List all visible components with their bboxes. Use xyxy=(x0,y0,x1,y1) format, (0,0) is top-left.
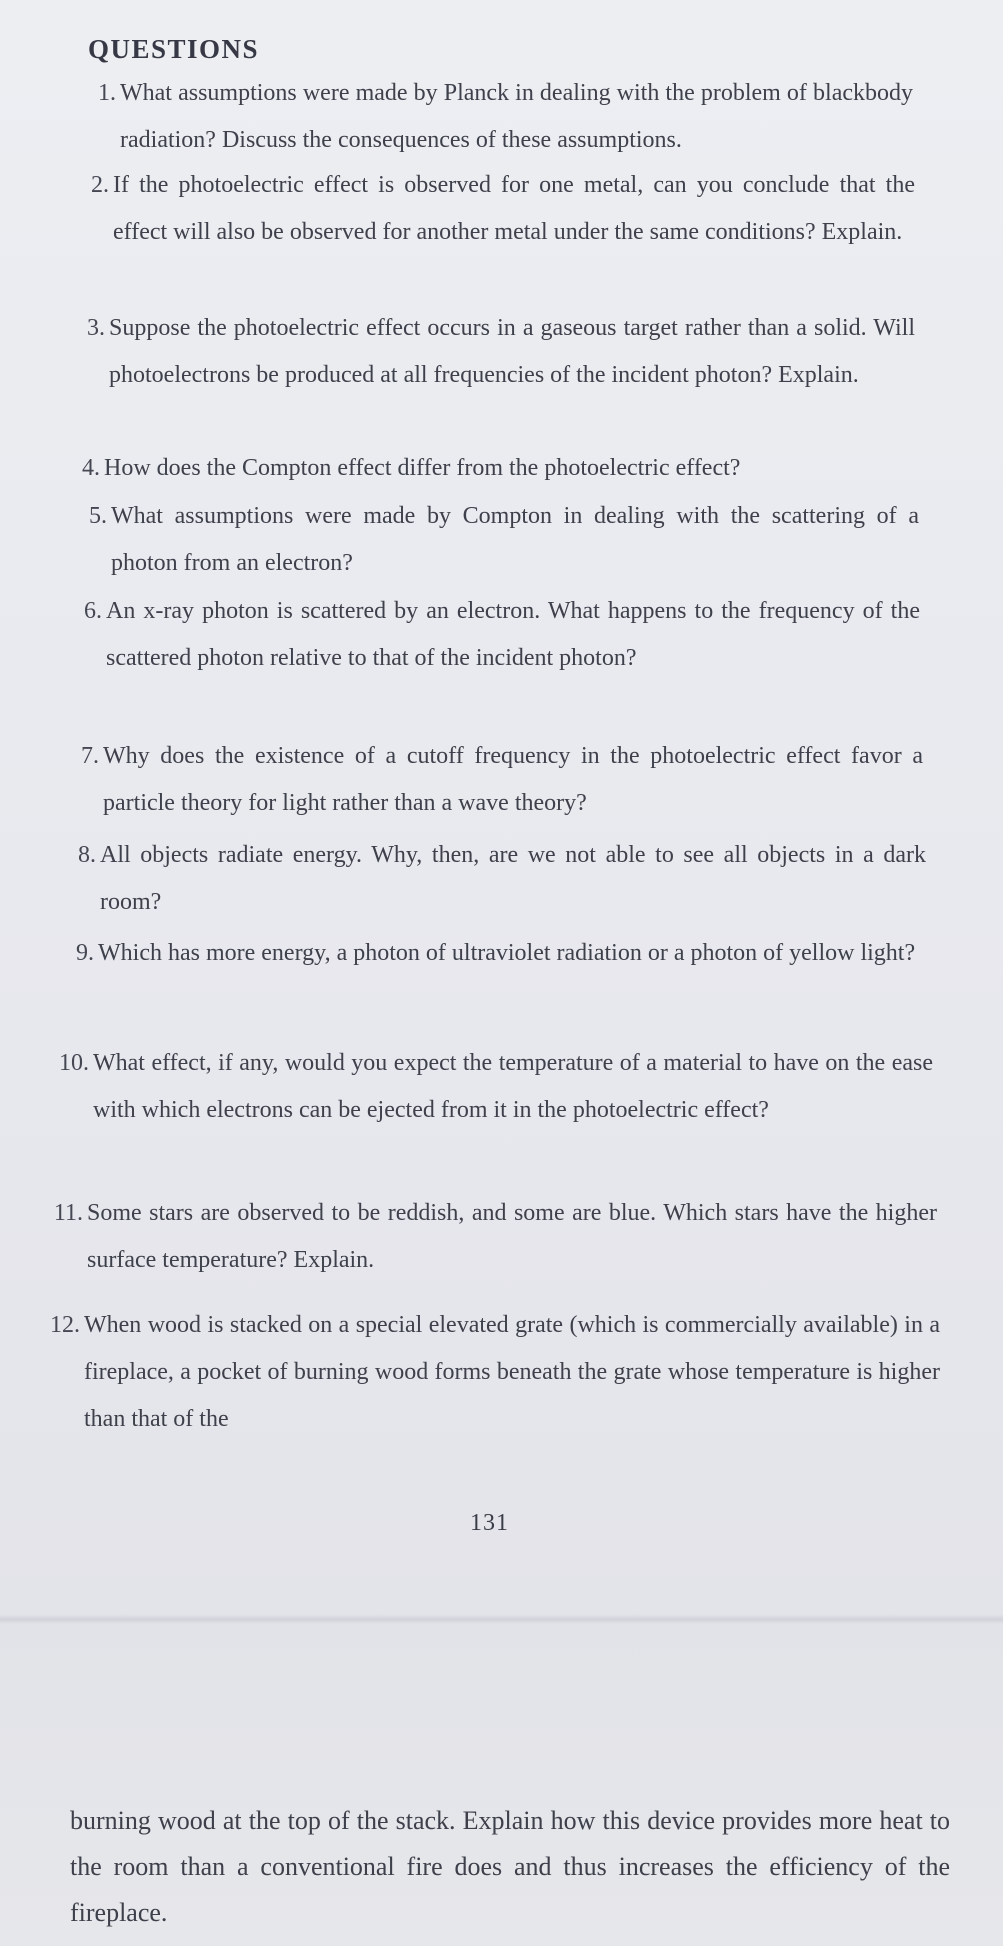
question-text: An x-ray photon is scattered by an electron. What happens to the frequency of the scattered photon relative to that of the incident photon? xyxy=(106,598,920,671)
question-text: Why does the existence of a cutoff frequency in the photoelectric effect favor a particle theory for light rather than a wave theory? xyxy=(103,743,923,816)
question-text: How does the Compton effect differ from the photoelectric effect? xyxy=(104,455,741,481)
page-break xyxy=(0,1614,1003,1624)
question-text: If the photoelectric effect is observed for one metal, can you conclude that the effect will also be observed for another metal under the same conditions? Explain. xyxy=(113,172,915,245)
question-item xyxy=(84,588,920,682)
question-number: 5. xyxy=(89,503,107,529)
question-text: What assumptions were made by Planck in dealing with the problem of blackbody radiation? Discuss the consequences of these assumptions. xyxy=(120,80,913,153)
question-text: Which has more energy, a photon of ultraviolet radiation or a photon of yellow light? xyxy=(98,940,916,966)
question-number: 11. xyxy=(53,1200,83,1226)
question-number: 2. xyxy=(91,172,109,198)
question-item xyxy=(59,1040,933,1134)
question-text: All objects radiate energy. Why, then, are we not able to see all objects in a dark room? xyxy=(100,842,926,915)
question-number: 7. xyxy=(81,743,99,769)
question-number: 1. xyxy=(98,80,116,106)
question-number: 9. xyxy=(76,940,94,966)
question-item xyxy=(87,305,915,399)
question-text: Some stars are observed to be reddish, and some are blue. Which stars have the higher surface temperature? Explain. xyxy=(87,1200,937,1273)
page-number: 131 xyxy=(470,1510,509,1536)
question-item xyxy=(98,70,913,164)
question-item xyxy=(50,1302,940,1443)
question-item xyxy=(89,493,919,587)
question-item xyxy=(78,832,926,926)
question-number: 12. xyxy=(50,1312,80,1338)
question-number: 3. xyxy=(87,315,105,341)
question-item xyxy=(53,1190,937,1284)
question-item xyxy=(81,733,923,827)
question-item xyxy=(91,162,915,256)
continuation-text: burning wood at the top of the stack. Explain how this device provides more heat to the room than a conventional fire does and thus increases the efficiency of the fireplace. xyxy=(70,1806,950,1927)
question-text: What assumptions were made by Compton in dealing with the scattering of a photon from an electron? xyxy=(111,503,919,576)
question-number: 4. xyxy=(82,455,100,481)
question-text: When wood is stacked on a special elevated grate (which is commercially available) in a fireplace, a pocket of burning wood forms beneath the grate whose temperature is higher than that of the xyxy=(84,1312,940,1432)
question-number: 8. xyxy=(78,842,96,868)
question-number: 10. xyxy=(59,1050,89,1076)
section-heading: QUESTIONS xyxy=(88,34,260,64)
question-item xyxy=(82,445,919,492)
question-text: What effect, if any, would you expect the temperature of a material to have on the ease with which electrons can be ejected from it in the photoelectric effect? xyxy=(93,1050,933,1123)
question-item xyxy=(76,930,928,977)
question-number: 6. xyxy=(84,598,102,624)
question-text: Suppose the photoelectric effect occurs in a gaseous target rather than a solid. Will photoelectrons be produced at all frequencies of the incident photon? Explain. xyxy=(109,315,915,388)
